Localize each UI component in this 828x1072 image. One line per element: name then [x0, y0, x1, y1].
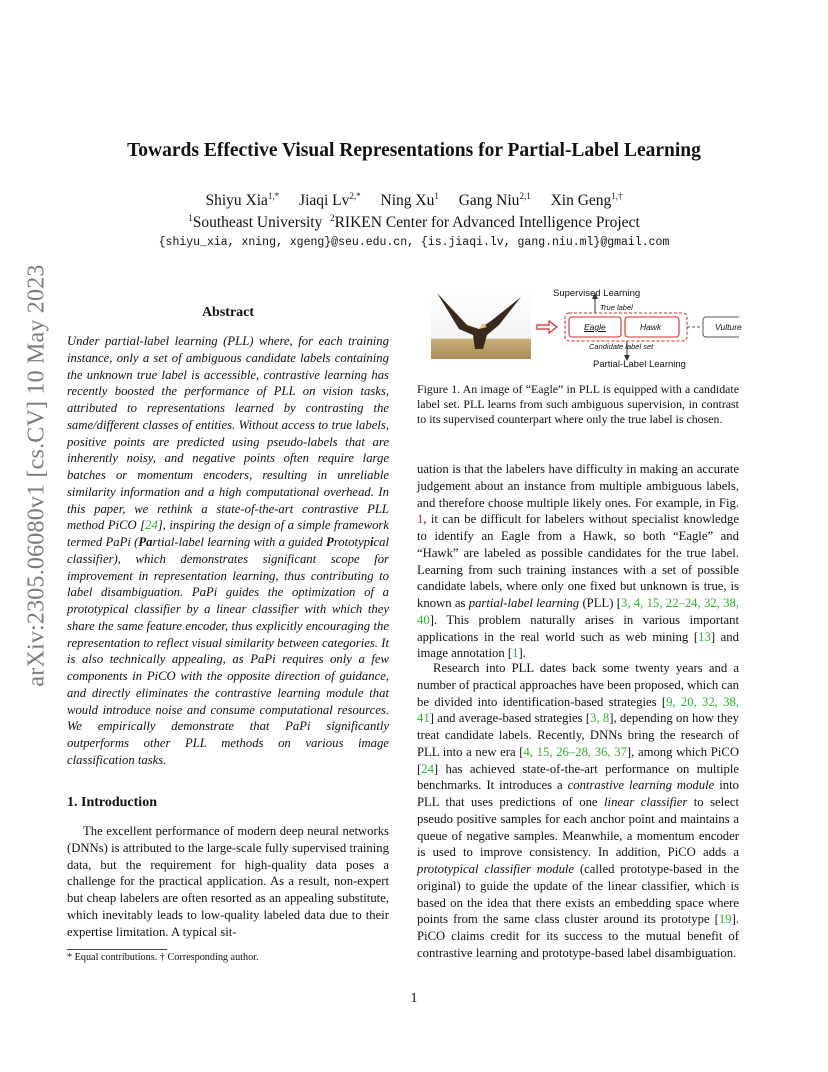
- citation-link[interactable]: 3, 8: [590, 711, 610, 726]
- hawk-label: Hawk: [640, 322, 662, 332]
- citation-link[interactable]: 19: [718, 912, 732, 927]
- true-label-label: True label: [600, 303, 633, 312]
- citation-link[interactable]: 3, 4, 15, 22–24, 32, 38, 40: [417, 596, 740, 627]
- affiliations: $^1$Southeast University $^2$RIKEN Center for Advanced Intelligence Project: [188, 212, 640, 231]
- citation-link[interactable]: 4, 15, 26–28, 36, 37: [523, 744, 627, 759]
- pll-label: Partial-Label Learning: [593, 359, 686, 370]
- page-number: 1: [410, 991, 418, 1006]
- abstract-body: Under partial-label learning (PLL) where, for each training instance, only a set of ambiguous candidate labels containing the unknown true label is accessible, contrastive learning has recently boosted the performance of PLL on vision tasks, attributed to representations learned by contrasting the same/different classes of entities. Without access to true labels, positive points are predicted using pseudo-labels that are inherently noisy, and negative points often require large batches or momentum encoders, resulting in unreliable similarity information and a high computational overhead. In this paper, we rethink a state-of-the-art contrastive PLL method PiCO [24], inspiring the design of a simple framework termed PaPi (Partial-label learning with a guided Prototypical classifier), which demonstrates significant scope for improvement in representation learning, thus contributing to label disambiguation. PaPi guides the optimization of a prototypical classifier by a linear classifier with which they share the same feature encoder, thus explicitly encouraging the representation to reflect visual similarity between categories. It is also technically appealing, as PaPi requires only a few components in PiCO with the opposite direction of guidance, and directly eliminates the contrastive learning module that would introduce noise and consume computational resources. We empirically demonstrate that PaPi significantly outperforms other PLL methods on various image classification tasks.: [67, 334, 389, 767]
- author-list: [0, 192, 828, 210]
- paragraph: uation is that the labelers have difficulty in making an accurate judgement about an instance from multiple ambiguous labels, and therefore choose multiple likely ones. For example, in Fig. 1, it can be difficult for labelers without specialist knowledge to identify an Eagle from a Hawk, so both “Eagle” and “Hawk” are labeled as possible candidates for the true label. Learning from such training instances with a set of possible candidate labels, where only one fixed but unknown is true, is known as partial-label learning (PLL) [3, 4, 15, 22–24, 32, 38, 40]. This problem naturally arises in various important applications in the real world such as web mining [13] and image annotation [1].: [417, 462, 740, 661]
- author: Gang Niu$^{2,1}$: [458, 190, 531, 209]
- author: Xin Geng$^{1,\dagger}$: [550, 190, 623, 209]
- author: Ning Xu$^1$: [380, 190, 439, 209]
- citation-link[interactable]: 24: [421, 761, 434, 776]
- vulture-label: Vulture: [715, 322, 742, 332]
- abstract-heading: Abstract: [201, 305, 255, 320]
- figure-1: [417, 285, 742, 375]
- paper-title: Towards Effective Visual Representations for Partial-Label Learning: [127, 140, 701, 161]
- footnote-divider: [67, 949, 167, 950]
- eagle-label: Eagle: [584, 322, 606, 332]
- footnote: * Equal contributions. † Corresponding author.: [67, 952, 259, 963]
- candidate-set-label: Candidate label set: [589, 342, 654, 351]
- supervised-learning-label: Supervised Learning: [553, 288, 641, 299]
- figure-link[interactable]: 1: [417, 512, 424, 527]
- intro-paragraph: The excellent performance of modern deep neural networks (DNNs) is attributed to the large-scale fully supervised training data, but the requirement for high-quality data poses a challenge for the practical application. As a result, non-expert but cheap labelers are often resorted as an appealing substitute, which inevitably leads to low-quality labeled data due to their expertise limitation. A typical sit-: [67, 824, 389, 939]
- section-heading-introduction: 1. Introduction: [67, 795, 157, 810]
- arrow-icon: [537, 321, 557, 333]
- figure-1-caption: Figure 1. An image of “Eagle” in PLL is equipped with a candidate label set. PLL learns from such ambiguous supervision, in contrast to its supervised counterpart where only the true label is chosen.: [417, 382, 739, 427]
- paragraph: Research into PLL dates back some twenty years and a number of practical approaches have been proposed, which can be divided into identification-based strategies [9, 20, 32, 38, 41] and average-based strategies [3, 8], depending on how they treat candidate labels. Recently, DNNs bring the research of PLL into a new era [4, 15, 26–28, 36, 37], among which PiCO [24] has achieved state-of-the-art performance on multiple benchmarks. It introduces a contrastive learning module into PLL that uses predictions of one linear classifier to select pseudo positive samples for each anchor point and maintains a queue of negative samples. Meanwhile, a momentum encoder is used to improve consistency. In addition, PiCO adds a prototypical classifier module (called prototype-based in the original) to guide the update of the linear classifier, which is based on the idea that there exists an embedding space where points from the same class cluster around its prototype [19]. PiCO claims credit for its success to the mutual benefit of contrastive learning and prototype-based label disambiguation.: [417, 661, 740, 960]
- author: Jiaqi $Lv^{2,*}$: [299, 190, 361, 209]
- arxiv-identifier: [22, 265, 52, 685]
- citation-link[interactable]: 24: [145, 518, 158, 533]
- arxiv-identifier-text: arXiv:2305.06080v1 [cs.CV] 10 May 2023: [23, 263, 50, 687]
- author-emails: {shiyu_xia, xning, xgeng}@seu.edu.cn, {is.jiaqi.lv, gang.niu.ml}@gmail.com: [158, 236, 670, 249]
- citation-link[interactable]: 1: [512, 646, 519, 661]
- citation-link[interactable]: 9, 20, 32, 38, 41: [417, 694, 739, 726]
- author: Shiyu Xia$^{1,*}$: [205, 190, 280, 209]
- citation-link[interactable]: 13: [698, 629, 711, 644]
